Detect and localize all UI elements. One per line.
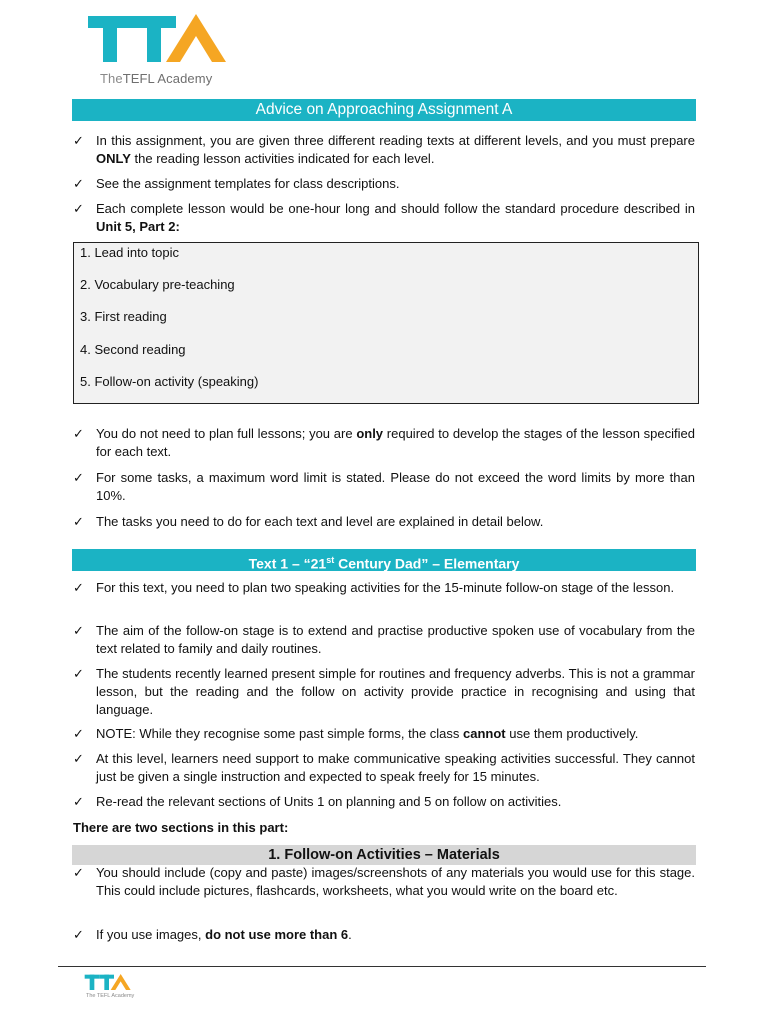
check-icon: ✓ [73,133,84,148]
check-icon: ✓ [73,623,84,638]
list-item: ✓ In this assignment, you are given three different reading texts at different levels, and you must prepare ONLY the reading lesson activities indicated for each level. [73,133,695,166]
list-item: ✓ For some tasks, a maximum word limit is stated. Please do not exceed the word limits by more than 10%. [73,470,695,503]
list-item: ✓ You should include (copy and paste) images/screenshots of any materials you would use for this stage. This could include pictures, flashcards, worksheets, what you would write on the board etc. [73,865,695,898]
check-icon: ✓ [73,726,84,741]
check-icon: ✓ [73,927,84,942]
procedure-step: 2. Vocabulary pre-teaching [80,277,235,292]
check-icon: ✓ [73,470,84,485]
list-item: ✓ NOTE: While they recognise some past simple forms, the class cannot use them productively. [73,726,639,741]
check-icon: ✓ [73,751,84,766]
list-item: ✓ At this level, learners need support to make communicative speaking activities successful. They cannot just be given a single instruction and expected to speak freely for 15 minutes. [73,751,695,784]
procedure-step: 5. Follow-on activity (speaking) [80,374,259,389]
footer-divider [58,966,706,967]
footer-logo-mark [82,974,134,994]
list-item: ✓ You do not need to plan full lessons; you are only required to develop the stages of the lesson specified for each text. [73,426,695,459]
footer-logo [82,974,134,1004]
procedure-step: 4. Second reading [80,342,186,357]
list-item: ✓ For this text, you need to plan two speaking activities for the 15-minute follow-on stage of the lesson. [73,580,675,595]
list-item: ✓ The tasks you need to do for each text and level are explained in detail below. [73,514,544,529]
title-banner: Advice on Approaching Assignment A [72,99,696,121]
text1-banner: Text 1 – “21st Century Dad” – Elementary [72,549,696,571]
check-icon: ✓ [73,201,84,216]
logo-tagline: TheTEFL Academy [100,71,213,86]
check-icon: ✓ [73,794,84,809]
procedure-step: 3. First reading [80,309,167,324]
list-item: ✓ If you use images, do not use more than 6. [73,927,352,942]
check-icon: ✓ [73,176,84,191]
sections-note: There are two sections in this part: [73,820,289,835]
procedure-box [73,242,699,404]
footer-tagline: The TEFL Academy [86,993,135,999]
check-icon: ✓ [73,580,84,595]
section1-banner: 1. Follow-on Activities – Materials [72,845,696,865]
list-item: ✓ Re-read the relevant sections of Units 1 on planning and 5 on follow on activities. [73,794,562,809]
list-item: ✓ The students recently learned present simple for routines and frequency adverbs. This is not a grammar lesson, but the reading and the follow on activity provide practice in recognising and using that language. [73,666,695,717]
check-icon: ✓ [73,426,84,441]
check-icon: ✓ [73,666,84,681]
procedure-step: 1. Lead into topic [80,245,180,260]
tta-logo-mark [86,14,230,74]
list-item: ✓ The aim of the follow-on stage is to extend and practise productive spoken use of vocabulary from the text related to family and daily routines. [73,623,695,656]
list-item: ✓ Each complete lesson would be one-hour long and should follow the standard procedure described in Unit 5, Part 2: [73,201,695,234]
list-item: ✓ See the assignment templates for class descriptions. [73,176,400,191]
check-icon: ✓ [73,865,84,880]
check-icon: ✓ [73,514,84,529]
